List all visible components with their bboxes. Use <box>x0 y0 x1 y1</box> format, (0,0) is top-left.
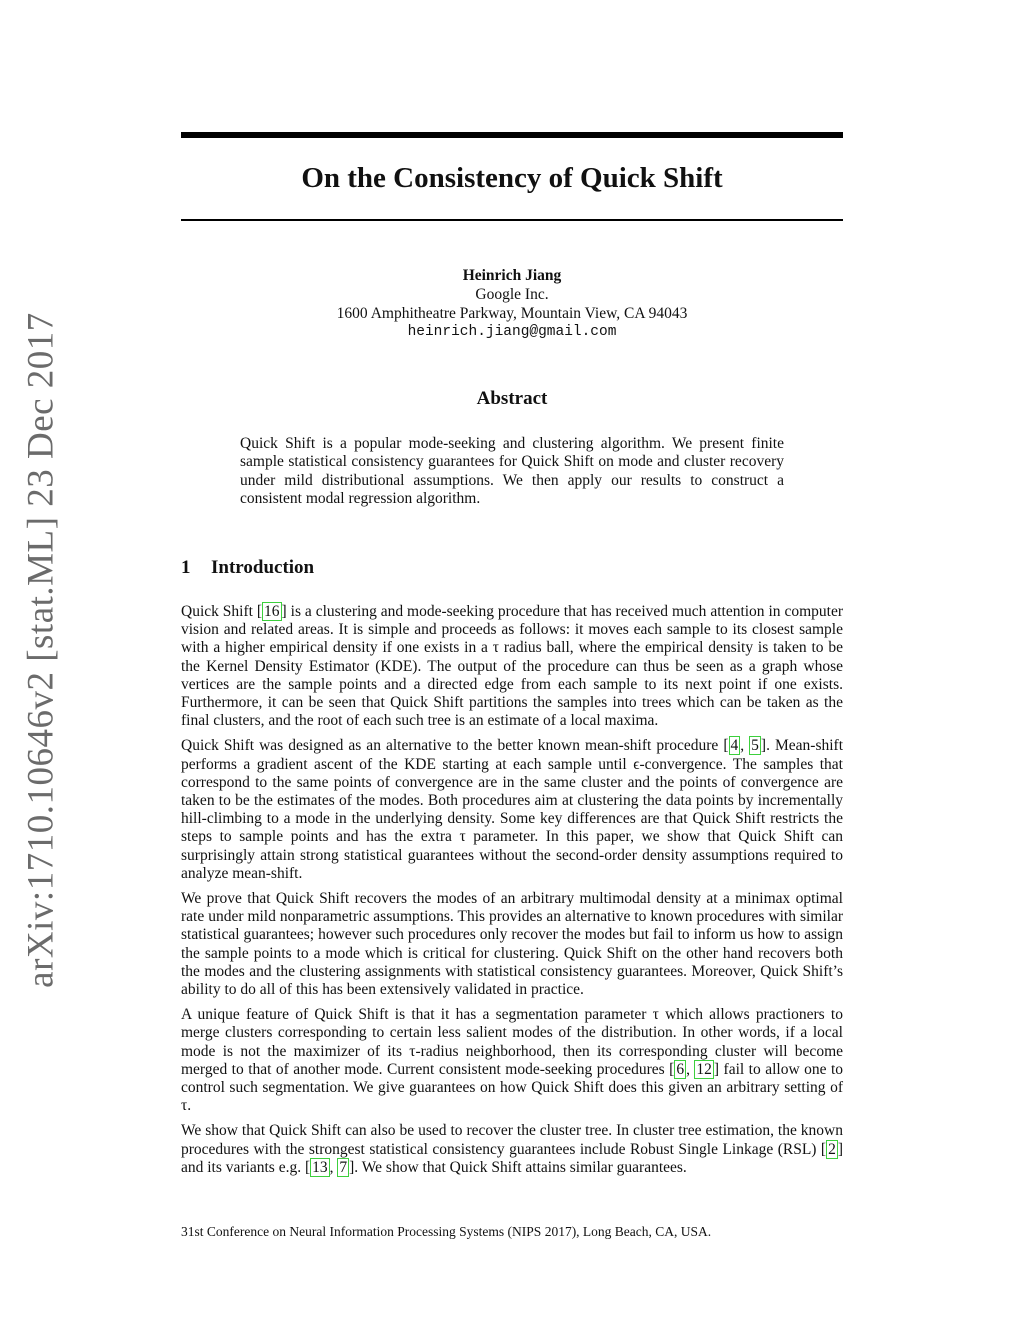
paragraph-text: ] and its variants e.g. [ <box>181 1140 843 1176</box>
paragraph-1 <box>181 603 843 730</box>
paragraph-text: A unique feature of Quick Shift is that it has a segmentation parameter τ which allows practioners to merge clusters corresponding to certain less salient modes of the distribution. In other words, if a local mode is not the maximizer of its τ-radius neighborhood, then its corresponding cluster will become merged to that of another mode. Current consistent mode-seeking procedures [ <box>181 1006 843 1078</box>
paragraph-text: ]. Mean-shift performs a gradient ascent of the KDE starting at each sample until ϵ-convergence. The samples that correspond to the same points of convergence are in the same cluster and the points of convergence are taken to be the estimates of the modes. Both procedures aim at clustering the data points by incrementally hill-climbing to a mode in the underlying density. Some key differences are that Quick Shift restricts the steps to sample points and has the extra τ parameter. In this paper, we show that Quick Shift can surprisingly attain strong statistical guarantees without the second-order density assumptions required to analyze mean-shift. <box>181 737 844 882</box>
citation-separator: , <box>686 1060 695 1078</box>
arxiv-identifier: arXiv:1710.10646v2 [stat.ML] 23 Dec 2017 <box>20 312 62 988</box>
section-title: Introduction <box>211 557 315 578</box>
citation-link[interactable]: 13 <box>312 1158 328 1176</box>
conference-footnote: 31st Conference on Neural Information Processing Systems (NIPS 2017), Long Beach, CA, USA. <box>181 1224 712 1239</box>
citation-link[interactable]: 5 <box>751 737 759 755</box>
paragraph-text: ] is a clustering and mode-seeking procedure that has received much attention in computer vision and related areas. It is simple and proceeds as follows: it moves each sample to its closest sample with a higher empirical density if one exists in a τ radius ball, where the empirical density is taken to be the Kernel Density Estimator (KDE). The output of the procedure can thus be seen as a graph whose vertices are the sample points and a directed edge from each sample to its next point if one exists. Furthermore, it can be seen that Quick Shift partitions the samples into trees which can be taken as the final clusters, and the root of each such tree is an estimate of a local maxima. <box>181 603 843 730</box>
paragraph-2 <box>181 737 843 883</box>
citation-separator: , <box>329 1158 338 1176</box>
paper-title: On the Consistency of Quick Shift <box>301 162 723 194</box>
citation-link[interactable]: 4 <box>730 737 739 755</box>
paragraph-text: We show that Quick Shift can also be used to recover the cluster tree. In cluster tree estimation, the known procedures with the strongest statistical consistency guarantees include Robust Single Linkage (RSL) [ <box>181 1122 843 1158</box>
citation-separator: , <box>740 737 750 755</box>
citation-link[interactable]: 12 <box>696 1060 712 1078</box>
citation-link[interactable]: 2 <box>828 1140 836 1158</box>
paragraph-text: Quick Shift [ <box>181 603 263 620</box>
abstract-heading: Abstract <box>476 388 548 409</box>
paragraph-4 <box>181 1006 843 1115</box>
author-name: Heinrich Jiang <box>462 267 562 284</box>
author-address: 1600 Amphitheatre Parkway, Mountain View, CA 94043 <box>336 305 688 322</box>
author-email[interactable]: heinrich.jiang@gmail.com <box>407 324 617 340</box>
paragraph-3: We prove that Quick Shift recovers the modes of an arbitrary multimodal density at a minimax optimal rate under mild nonparametric assumptions. This provides an alternative to known procedures with similar statistical guarantees; however such procedures only recover the modes but fail to inform us how to assign the sample points to a mode which is critical for clustering. Quick Shift on the other hand recovers both the modes and the clustering assignments with statistical consistency guarantees. Moreover, Quick Shift’s ability to do all of this has been extensively validated in practice. <box>181 890 843 999</box>
paragraph-text: ] fail to allow one to control such segmentation. We give guarantees on how Quick Shift does this given an arbitrary setting of τ. <box>181 1060 844 1115</box>
paragraph-5 <box>181 1122 843 1177</box>
citation-link[interactable]: 7 <box>339 1158 348 1176</box>
arxiv-side-stamp <box>18 312 64 988</box>
citation-link[interactable]: 16 <box>264 603 280 620</box>
title-rule-bottom <box>181 219 843 221</box>
section-heading-introduction <box>181 557 314 579</box>
abstract-text: Quick Shift is a popular mode-seeking and clustering algorithm. We present finite sample statistical consistency guarantees for Quick Shift on mode and cluster recovery under mild distributional assumptions. We then apply our results to construct a consistent modal regression algorithm. <box>240 435 784 507</box>
paragraph-text: ]. We show that Quick Shift attains similar guarantees. <box>349 1158 687 1176</box>
author-affiliation: Google Inc. <box>475 286 549 303</box>
paragraph-text: Quick Shift was designed as an alternative to the better known mean-shift procedure [ <box>181 737 729 755</box>
title-rule-top <box>181 132 843 138</box>
section-number: 1 <box>181 557 191 578</box>
introduction-body <box>181 603 843 1184</box>
author-block <box>181 266 843 342</box>
citation-link[interactable]: 6 <box>676 1060 685 1078</box>
